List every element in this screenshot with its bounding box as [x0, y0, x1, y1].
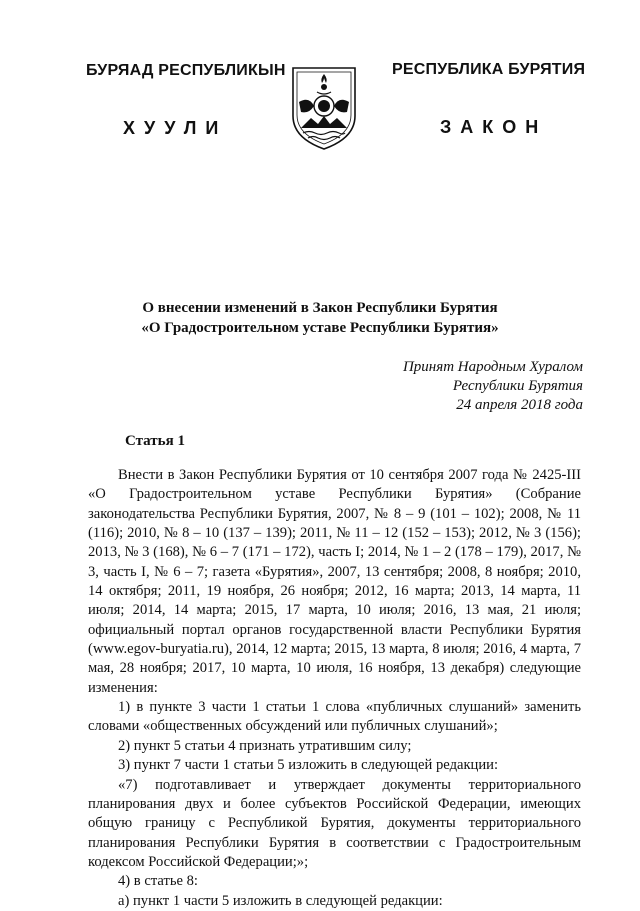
buryatia-coat-of-arms-icon: [289, 62, 359, 152]
header-left-document-type: ХУУЛИ: [123, 118, 228, 138]
article-paragraph-item-4: 4) в статье 8:: [118, 873, 198, 890]
article-paragraph-item-3: 3) пункт 7 части 1 статьи 5 изложить в следующей редакции:: [118, 757, 499, 774]
article-paragraph-item-3-text: «7) подготавливает и утверждает документы территориального планирования двух и более субъектов Российской Федерации, имеющих общую границу с Республикой Бурятия, документы территориального планирования Республики Бурятия в соответствии с Градостроительным кодексом Российской Федерации;»;: [88, 776, 581, 870]
law-title-line-2: «О Градостроительном уставе Республики Бурятия»: [141, 320, 499, 336]
adoption-date: 24 апреля 2018 года: [456, 397, 583, 413]
law-title-line-1: О внесении изменений в Закон Республики Бурятия: [142, 300, 498, 316]
adoption-body-line: Принят Народным Хуралом: [402, 359, 583, 375]
article-paragraph-item-2: 2) пункт 5 статьи 4 признать утратившим силу;: [118, 737, 412, 754]
article-paragraph-item-1: 1) в пункте 3 части 1 статьи 1 слова «публичных слушаний» заменить словами «общественных обсуждений или публичных слушаний»;: [88, 699, 581, 735]
header-right-document-type: ЗАКОН: [440, 117, 548, 137]
adoption-republic-line: Республики Бурятия: [452, 378, 583, 394]
article-paragraph-item-4a: а) пункт 1 части 5 изложить в следующей редакции:: [118, 892, 443, 909]
header-right-republic-name: РЕСПУБЛИКА БУРЯТИЯ: [392, 61, 586, 78]
header-left-republic-name: БУРЯАД РЕСПУБЛИКЫН: [86, 62, 286, 79]
article-paragraph-intro: Внести в Закон Республики Бурятия от 10 сентября 2007 года № 2425-III «О Градостроительном уставе Республики Бурятия» (Собрание законодательства Республики Бурятия, 2007, № 8 – 9 (101 – 102); 2008, № 11 (116); 2010, № 8 – 10 (137 – 139); 2011, № 11 – 12 (152 – 153); 2012, № 3 (156); 2013, № 3 (168), № 6 – 7 (171 – 172), часть I; 2014, № 1 – 2 (178 – 179), 2017, № 3, часть I, № 6 – 7; газета «Бурятия», 2007, 13 сентября; 2008, 8 ноября; 2010, 14 октября; 2011, 19 ноября, 26 ноября; 2012, 16 марта; 2013, 14 марта, 11 июля; 2014, 14 марта; 2015, 17 марта, 10 июля; 2016, 13 мая, 21 июля; официальный портал органов государственной власти Республики Бурятия (www.egov-buryatia.ru), 2014, 12 марта; 2015, 13 марта, 8 июля; 2016, 4 марта, 7 мая, 28 ноября; 2017, 10 марта, 10 июля, 16 ноября, 13 декабря) следующие изменения:: [88, 467, 581, 696]
article-body: [88, 466, 581, 911]
article-heading: Статья 1: [125, 433, 185, 449]
